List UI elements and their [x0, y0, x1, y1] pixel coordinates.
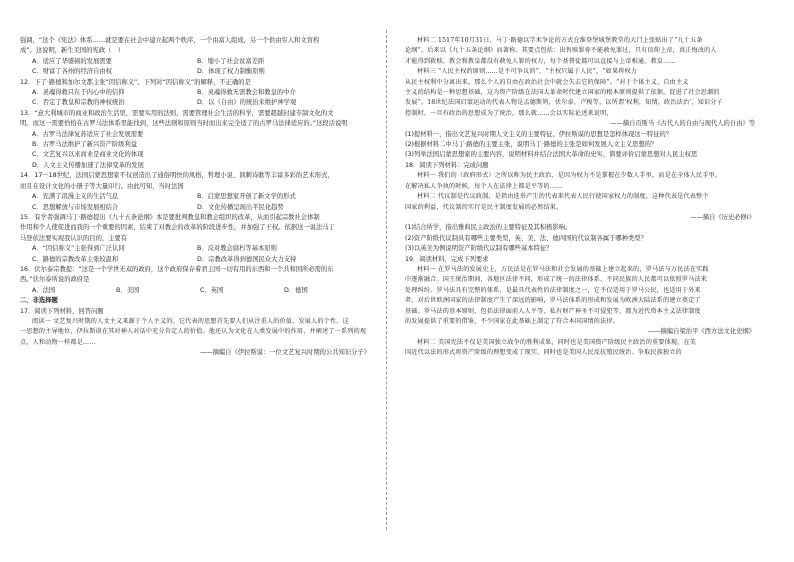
answer-option: B．启蒙思想家开创了新文学的形式	[197, 193, 296, 201]
text-line: 国近代以法的形式将资产阶级的理想变成了现实，同时也是美国人民反抗殖民统治、争取民族独立的	[405, 349, 682, 357]
answer-option: B．灵魂得救无需教会和教皇的中介	[197, 89, 296, 97]
text-line: 强调，“这个《宪法》体系……就是要在社会中建立起两个秩序，一个由富人组成，另一个供由穷人和文盲构	[20, 37, 320, 44]
text-line: A．古罗马法律复苏适应了社会发展需要	[32, 130, 144, 138]
text-line: (3)以英美为例说明资产阶级代议制有哪些基本特征？	[405, 245, 553, 253]
text-line: (2)根据材料二中马丁·路德的主要主张，说明马丁·路德的主张是如何发展人文主义思想的？	[405, 141, 658, 149]
answer-option: A．灵魂得救只在于内心中的信仰	[32, 89, 125, 97]
answer-option: A．“因信称义”主张得到广泛认同	[32, 245, 125, 253]
text-line: ——摘编自梁治平《西方法文化史纲》	[647, 328, 755, 336]
answer-option: C．否定了教皇和宗教的神权统治	[32, 99, 125, 107]
text-line: C．文艺复兴以来商业是商业文化的体现	[32, 151, 144, 159]
answer-option: C．财富了各州的经济自由权	[32, 68, 112, 76]
text-line: 成”。这说明，新生美国的宪政（ ）	[20, 47, 125, 55]
text-line	[20, 255, 370, 265]
text-line: 材料三 “人民主权的原则……是不可争议的”，“主权只属于人民”，“如果将权力	[417, 68, 638, 76]
text-line: (1)提材料一，指出文艺复兴时期人文主义的主要特征。伊拉斯谟的思想是怎样体现这一特征的？	[405, 130, 673, 138]
text-line: 点，人和动物一样都是……	[20, 338, 96, 346]
text-line: 材料一 在罗马法的发展史上，万民法是在罗马法和社会发展的基础上建立起来的，罗马法与万民法在实践	[417, 265, 709, 273]
answer-option: A．适应了华盛顿的发展需要	[32, 57, 112, 65]
text-line: 论纲”，后来以《九十五条论纲》而著称。其要点包括：出售赎罪券不能赦免罪过，只有信仰上帝，真正悔改的人	[405, 47, 717, 55]
text-line: 材料一 我们的（政府形式）之所以称为民主政治，是因为权力不是掌握在少数人手里，而是在全体人民手里。	[417, 172, 722, 180]
text-line: 马登依法要实现我认识的目的，主要有	[20, 234, 128, 242]
text-line: ——摘编自《伊拉斯谟：一位文艺复兴时期的公共知识分子》	[199, 349, 370, 357]
text-line	[20, 67, 370, 77]
text-line: 12．下了·路德和加尔文都主张“因信称义”。下列对“因信称义”的解释，不正确的是	[20, 78, 251, 86]
answer-option: D．体现了权力制衡原则	[197, 68, 265, 76]
answer-option: B．缩小了社会贫富差距	[197, 57, 265, 65]
text-line: 14．17－18世纪，法国启蒙思想家不仅创造出了通俗明快的风格，哲理小说、讽刺诗歌等丰富多彩的艺术形式，	[20, 172, 334, 180]
text-line	[20, 286, 370, 296]
text-line: 主义的结构是一种思想基础，这为资产阶级在法国大革命时代建立国家的根本原则提供了依据，促进了社会思潮的	[405, 89, 720, 97]
text-line: 二、非选择题	[20, 297, 58, 305]
text-line: 16．伏尔泰宗教提：“这是一个学世无双的政府，这个政府保存着君主国一切有用的东西和一个共和国所必需的东	[20, 265, 334, 273]
answer-option: C．英国	[200, 286, 224, 294]
text-line: 国家的利益，代议制的实行是民主制度发展的必然结果。	[405, 203, 563, 211]
text-line	[20, 192, 370, 202]
text-line: (1)结合所学，指出雅典民主政治的主要特征及其积极影响。	[405, 224, 572, 232]
text-line: 材料二 美国宪法不仅是美国独立战争的胜利成果，同时也是美国资产阶级民主政治的重要体现。在美	[417, 338, 697, 346]
text-line: 19．阅读材料，完成下列要求	[405, 255, 489, 263]
text-line: 阅读一 文艺复兴时期的人文主义来源于个人主义的。它代表的思想首先要人们从注重人的价值、发展人的个性。这	[32, 317, 349, 325]
answer-option: C．思想解放与市场发展相结合	[32, 203, 119, 211]
text-line: 17．阅读下列材料，回答问题	[20, 307, 104, 315]
text-line: 西。”伏尔泰所说的政府是	[20, 276, 90, 284]
text-line: 18．阅读下列材料：完成问题	[405, 161, 489, 169]
text-line: 处理纠纷。罗马法具有完整的体系，是最具代表性的法律制度之一，它不仅适用于罗马公民，也适用于外来	[405, 286, 701, 294]
answer-option: A．充满了浪漫主义的生活气息	[32, 193, 119, 201]
text-line: 基础。罗马法的基本原则，包括法律面前人人平等、私有财产神圣不可侵犯等，都为近代资本主义法律制度	[405, 307, 701, 315]
right-column	[405, 36, 755, 359]
answer-option: C．路德的宗教改革主张较温和	[32, 255, 119, 263]
text-line: 的发展提供了重要的借鉴，不少国家在此基础上制定了符合本国国情的法律。	[405, 317, 619, 325]
text-line: 发展”。18世纪法国启蒙运动的代表人物是孟德斯鸠，伏尔泰，卢梭等。以所谓‘权利，知情，政治法治’，知识分子	[405, 99, 723, 107]
text-line: 一思想的主导地位，伊拉斯谟在其对神人对话中充分肯定人的价值。他还认为文化在人类发展中的作用，并阐述了一系列的观	[20, 328, 367, 336]
text-line: 15．有学者强调马丁·路德提出《九十五条论纲》本是要批判教皇和教会组织的改革，从而引起宗教社会体制	[20, 213, 320, 221]
text-line: (3)列举法国启蒙思想家的主要内容，说明材料并结合法国大革命的史实，简要评价启蒙思想对人民主权思	[405, 151, 698, 159]
text-line	[20, 203, 370, 213]
text-line: 在解决私人争执的时候，每个人在法律上都是平等的……	[405, 182, 563, 190]
left-column	[20, 36, 370, 359]
text-line: 才能得到救赎，教会和教皇都没有赦免人罪的权力，每个基督徒都可以直接与上帝相通，教皇……	[405, 57, 676, 65]
text-line: 者，对后世欧洲国家的法律制度产生了深远的影响，罗马法体系的形成和发展为欧洲大陆法系的建立奠定了	[405, 297, 701, 305]
text-line: 中逐渐融合。国王统治期间，各地区法律不同，形成了统一的法律体系，不同民族的人民都可以依照罗马法来	[405, 276, 708, 284]
answer-option: A．法国	[32, 286, 56, 294]
text-line: D．人文主义传播加速了法律变革的发展	[32, 161, 144, 169]
text-line: 从民主权利中分离出来，那么个人的自由在政治社会中就会失去它的保障”。“对于个体主义、自由主义	[405, 78, 689, 86]
text-line: (2)资产阶级代议制具有哪些主要类型，英、美、法、德四国的代议制各属于哪种类型？	[405, 234, 647, 242]
text-line: ——摘自《历史必修Ⅰ》	[690, 213, 755, 221]
text-line: 明。而这一需要恰恰在古罗马法体系里能找到，这些法则和原则当时而出来完全适了的古罗马法律适应的。”这段话说明	[20, 120, 348, 128]
text-line	[20, 88, 370, 98]
answer-option: B．反对教会腐朽等基本原则	[197, 245, 277, 253]
answer-option: D．以《自由》的统治来维护神学观	[197, 99, 297, 107]
text-line: 控制时，一旦有政治的思想成为了统治，那么就……会以实际论述来说明，	[405, 109, 613, 117]
answer-option: B．美国	[116, 286, 140, 294]
answer-option: D．文化传播呈现出平民化趋势	[197, 203, 284, 211]
text-line: 材料二 1517年10月31日，马丁·路德以学术争论的方式在维登堡城堡教堂的大门上张贴出了“九十五条	[417, 37, 703, 44]
answer-option: D．德国	[284, 286, 308, 294]
answer-option: D．宗教改革得到德国民众大力支持	[197, 255, 297, 263]
text-line	[20, 57, 370, 67]
text-line: 而且在设计文化的小册子等大量印行。由此可知，当时法国	[20, 182, 184, 190]
text-line: 作用和个人使促进而我的一个重要的因素，结束了对教会的改革的阶段进步性，并加强了王权。依据这一说法马丁	[20, 224, 335, 232]
text-line: 13．“意大利城市的商业和政治生活里，需要实用的法则，需要管理社会生活的科学，需要超越封建专制文化的文	[20, 109, 334, 117]
text-line	[20, 98, 370, 108]
text-line	[20, 244, 370, 254]
text-line: 材料二 代议制是代议政制，是指由选举产生的代表来代表人民行使国家权力的制度，这种代表是代表整个	[417, 193, 709, 201]
text-line: ——摘自贡斯当《古代人的自由与现代人的自由》等	[610, 120, 755, 128]
text-line: B．古罗马法维护了新兴资产阶级利益	[32, 141, 138, 149]
column-divider	[386, 30, 387, 530]
